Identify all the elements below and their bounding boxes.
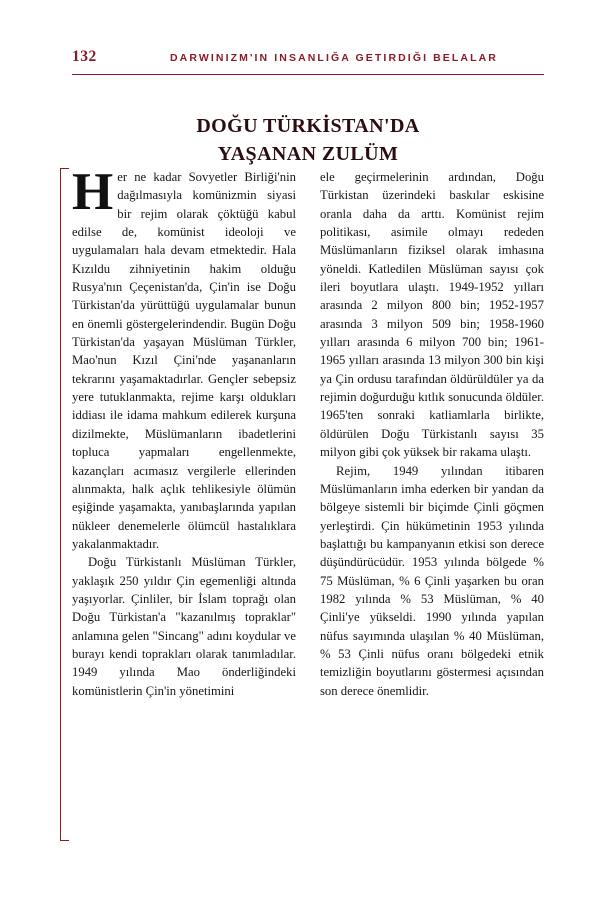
paragraph: ele geçirmelerinin ardından, Doğu Türkistan üzerindeki baskılar eskisine oranla daha da arttı. Komünist rejim politikası, asimile olmayı rededen Müslümanların fiziksel olarak imhasına yöneldi. Katledilen Müslüman sayısı çok ileri boyutlara ulaştı. 1949-1952 yılları arasında 2 milyon 800 bin; 1952-1957 arasında 3 milyon 509 bin; 1958-1960 yılları arasında 6 milyon 700 bin; 1961-1965 yılları arasında 13 milyon 300 bin kişi ya Çin ordusu tarafından öldürüldüler ya da rejimin doğurduğu kıtlık sonucunda öldüler. 1965'ten sonraki katliamlarla birlikte, öldürülen Doğu Türkistanlı sayısı 35 milyon gibi çok yüksek bir rakama ulaştı. bbox=[320, 170, 544, 460]
body-columns bbox=[72, 163, 544, 840]
margin-rule-top-cap bbox=[60, 168, 69, 169]
margin-rule bbox=[60, 168, 61, 840]
column-right bbox=[320, 168, 544, 840]
page-title bbox=[72, 112, 544, 169]
page-title-line-2: YAŞANAN ZULÜM bbox=[217, 143, 399, 166]
paragraph bbox=[72, 163, 296, 553]
page-header bbox=[72, 48, 544, 74]
page-number: 132 bbox=[72, 48, 97, 65]
paragraph: Rejim, 1949 yılından itibaren Müslümanların imha ederken bir yandan da bölgeye sistemli bir biçimde Çinli göçmen yerleştirdi. Çin hükümetinin 1953 yılında başlattığı bu kampanyanın etkisi son derece düşündürücüdür. 1953 yılında bölgede % 75 Müslüman, % 6 Çinli yaşarken bu oran 1982 yılında % 53 Müslüman, % 40 Çinli'ye yükseldi. 1990 yılında yapılan nüfus sayımında ulaşılan % 40 Müslüman, % 53 Çinli nüfus oranı bölgedeki etnik temizliğin boyutlarını göstermesi açısından son derece önemlidir. bbox=[320, 463, 544, 698]
paragraph-text: er ne kadar Sovyetler Birliği'nin dağılmasıyla komünizmin siyasi bir rejim olarak çöktüğü kabul edilse de, komünist ideoloji ve uygulamaları hala devam etmektedir. Hala Kızıldu zihniyetinin hakim olduğu Rusya'nın Çeçenistan'da, Çin'in ise Doğu Türkistan'da yürüttüğü uygulamalar bunun en önemli göstergelerindendir. Bugün Doğu Türkistan'da yaşayan Müslüman Türkler, Mao'nun Kızıl Çini'nde yaşananların tekrarını yaşamaktadırlar. Gençler sebepsiz yere tutuklanmakta, rejime karşı oldukları iddiası ile idama mahkum edilerek kurşuna dizilmekte, Müslümanların ibadetlerini topluca yapmaları engellenmekte, kazançları acımasız vergilerle ellerinden alınmakta, halk açlık tehlikesiyle ölümün eşiğinde yaşamakta, yanıbaşlarında yapılan nükleer denemelerle ölümcül hastalıklara yakalanmaktadır. bbox=[72, 170, 296, 551]
page-title-line-1: DOĞU TÜRKİSTAN'DA bbox=[196, 115, 420, 137]
paragraph: Doğu Türkistanlı Müslüman Türkler, yaklaşık 250 yıldır Çin egemenliği altında yaşıyorlar. Çinliler, bir İslam toprağı olan Doğu Türkistan'a "kazanılmış topraklar" anlamına gelen "Sincang" adını koydular ve burayı kendi toprakları olarak tanımladılar. 1949 yılında Mao önderliğindeki komünistlerin Çin'in yönetimini bbox=[72, 555, 296, 698]
drop-cap: H bbox=[72, 163, 114, 221]
header-divider bbox=[72, 74, 544, 75]
running-title: DARWINIZM'IN INSANLIĞA GETIRDIĞI BELALAR bbox=[170, 52, 498, 64]
margin-rule-bottom-cap bbox=[60, 840, 69, 841]
column-left bbox=[72, 163, 296, 840]
